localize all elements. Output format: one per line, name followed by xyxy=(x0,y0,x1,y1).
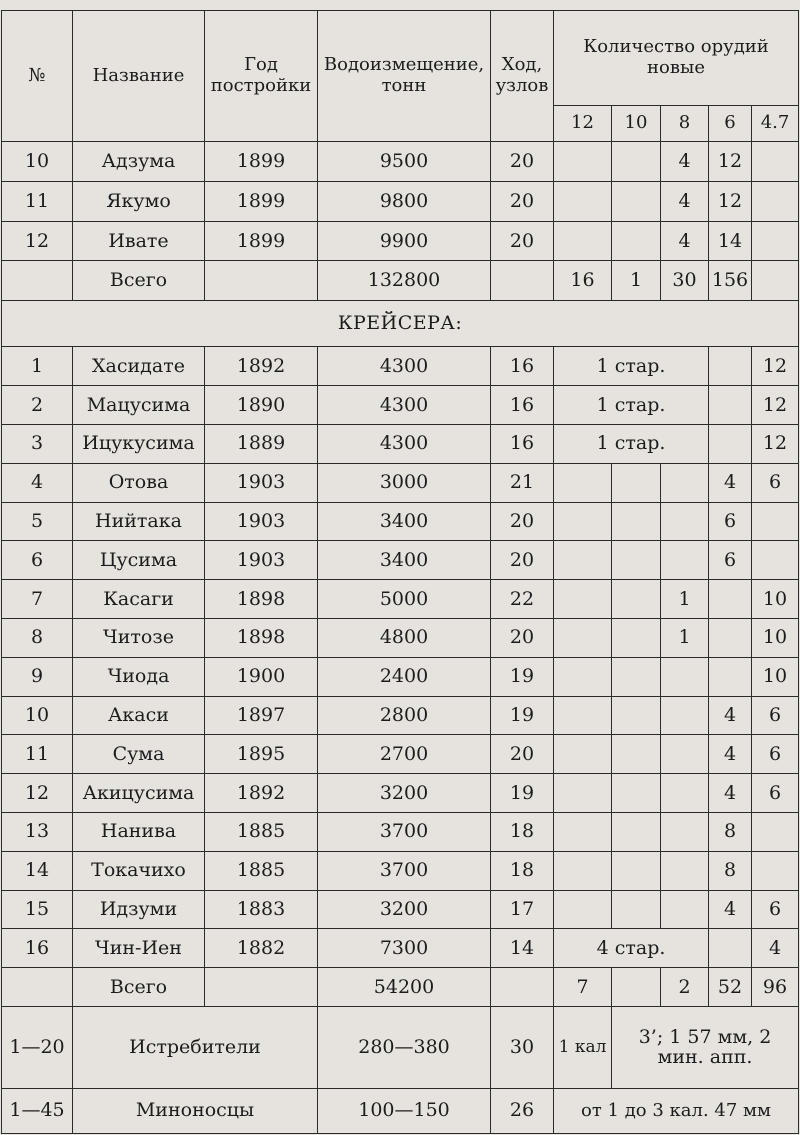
cell-speed: 21 xyxy=(491,463,554,502)
cell-speed: 26 xyxy=(491,1088,554,1133)
cell-disp: 4300 xyxy=(318,424,491,463)
table-row xyxy=(2,580,799,619)
cell-speed: 17 xyxy=(491,890,554,929)
cell-g12 xyxy=(554,851,612,890)
cell-num: 13 xyxy=(2,813,73,852)
cell-year: 1903 xyxy=(205,463,318,502)
header-year: Год постройки xyxy=(205,11,318,142)
table-row xyxy=(2,657,799,696)
cell-g8: 2 xyxy=(661,968,709,1007)
cell-year: 1899 xyxy=(205,221,318,261)
cell-num: 8 xyxy=(2,618,73,657)
cell-g12 xyxy=(554,657,612,696)
cell-year: 1897 xyxy=(205,696,318,735)
cell-g6: 6 xyxy=(709,541,752,580)
cell-disp: 100—150 xyxy=(318,1088,491,1133)
header-caliber-10: 10 xyxy=(612,106,661,142)
cell-disp: 4300 xyxy=(318,386,491,425)
cell-g12 xyxy=(554,890,612,929)
table-row xyxy=(2,463,799,502)
cell-g12 xyxy=(554,618,612,657)
header-num: № xyxy=(2,11,73,142)
cell-year xyxy=(205,261,318,301)
total-row xyxy=(2,968,799,1007)
destroyers-row xyxy=(2,1007,799,1089)
cell-g47: 12 xyxy=(752,347,799,386)
cell-num: 1—20 xyxy=(2,1007,73,1089)
cell-year: 1899 xyxy=(205,142,318,182)
cell-g12 xyxy=(554,502,612,541)
cell-g6: 12 xyxy=(709,181,752,221)
table-row xyxy=(2,851,799,890)
cell-name: Цусима xyxy=(73,541,205,580)
cell-g12 xyxy=(554,813,612,852)
cell-g6: 8 xyxy=(709,813,752,852)
cell-g8 xyxy=(661,735,709,774)
cell-speed: 16 xyxy=(491,347,554,386)
cell-g10: 1 xyxy=(612,261,661,301)
cell-g8: 4 xyxy=(661,181,709,221)
cell-disp: 2800 xyxy=(318,696,491,735)
cell-g10 xyxy=(612,774,661,813)
cell-year: 1903 xyxy=(205,541,318,580)
cell-g8 xyxy=(661,851,709,890)
cell-disp: 5000 xyxy=(318,580,491,619)
cell-g10 xyxy=(612,657,661,696)
cell-g12 xyxy=(554,580,612,619)
cell-g8: 1 xyxy=(661,580,709,619)
section-title: КРЕЙСЕРА: xyxy=(2,301,799,347)
section-row xyxy=(2,301,799,347)
cell-speed: 18 xyxy=(491,813,554,852)
cell-g10 xyxy=(612,696,661,735)
table-row xyxy=(2,890,799,929)
cell-name: Сума xyxy=(73,735,205,774)
cell-num: 7 xyxy=(2,580,73,619)
cell-year: 1890 xyxy=(205,386,318,425)
cell-name: Ицукусима xyxy=(73,424,205,463)
cell-disp: 54200 xyxy=(318,968,491,1007)
header-caliber-8: 8 xyxy=(661,106,709,142)
cell-speed: 20 xyxy=(491,142,554,182)
cell-disp: 7300 xyxy=(318,929,491,968)
cell-total-label: Всего xyxy=(73,968,205,1007)
cell-guns-note: от 1 до 3 кал. 47 мм xyxy=(554,1088,799,1133)
cell-name: Хасидате xyxy=(73,347,205,386)
cell-num: 9 xyxy=(2,657,73,696)
cell-speed: 14 xyxy=(491,929,554,968)
cell-disp: 3700 xyxy=(318,851,491,890)
header-caliber-4-7: 4.7 xyxy=(752,106,799,142)
cell-name: Идзуми xyxy=(73,890,205,929)
header-caliber-6: 6 xyxy=(709,106,752,142)
cell-total-label: Всего xyxy=(73,261,205,301)
cell-name: Якумо xyxy=(73,181,205,221)
table-row xyxy=(2,735,799,774)
cell-g47 xyxy=(752,502,799,541)
cell-num: 11 xyxy=(2,181,73,221)
cell-year: 1898 xyxy=(205,580,318,619)
cell-g10 xyxy=(612,968,661,1007)
cell-g10 xyxy=(612,851,661,890)
cell-old-guns: 1 стар. xyxy=(554,386,709,425)
cell-g6: 8 xyxy=(709,851,752,890)
table-row xyxy=(2,813,799,852)
cell-old-guns: 1 стар. xyxy=(554,347,709,386)
cell-name: Акицусима xyxy=(73,774,205,813)
fleet-table xyxy=(1,10,799,1134)
cell-disp: 2400 xyxy=(318,657,491,696)
cell-year: 1885 xyxy=(205,813,318,852)
cell-g47: 6 xyxy=(752,696,799,735)
cell-g6: 156 xyxy=(709,261,752,301)
table-row xyxy=(2,142,799,182)
cell-disp: 3400 xyxy=(318,541,491,580)
cell-name: Чин-Иен xyxy=(73,929,205,968)
cell-year: 1889 xyxy=(205,424,318,463)
cell-g6: 4 xyxy=(709,890,752,929)
cell-disp: 4800 xyxy=(318,618,491,657)
cell-g47: 10 xyxy=(752,618,799,657)
cell-disp: 3200 xyxy=(318,890,491,929)
cell-year: 1892 xyxy=(205,347,318,386)
cell-g10 xyxy=(612,813,661,852)
cell-disp: 9800 xyxy=(318,181,491,221)
cell-disp: 4300 xyxy=(318,347,491,386)
cell-g8: 4 xyxy=(661,221,709,261)
table-row xyxy=(2,424,799,463)
total-row xyxy=(2,261,799,301)
cell-g47 xyxy=(752,221,799,261)
cell-num: 1—45 xyxy=(2,1088,73,1133)
cell-g12 xyxy=(554,142,612,182)
cell-disp: 2700 xyxy=(318,735,491,774)
cell-year: 1898 xyxy=(205,618,318,657)
cell-g6: 4 xyxy=(709,696,752,735)
cell-g47: 96 xyxy=(752,968,799,1007)
cell-speed: 22 xyxy=(491,580,554,619)
cell-year: 1883 xyxy=(205,890,318,929)
cell-year: 1900 xyxy=(205,657,318,696)
cell-g10 xyxy=(612,221,661,261)
header-guns: Количество орудий новые xyxy=(554,11,799,106)
cell-name: Отова xyxy=(73,463,205,502)
table-row xyxy=(2,541,799,580)
cell-speed: 20 xyxy=(491,618,554,657)
cell-g47: 10 xyxy=(752,580,799,619)
cell-g6: 14 xyxy=(709,221,752,261)
cell-speed: 16 xyxy=(491,424,554,463)
cell-name: Акаси xyxy=(73,696,205,735)
cell-g10 xyxy=(612,580,661,619)
cell-num: 2 xyxy=(2,386,73,425)
header-displacement: Водоизмещение, тонн xyxy=(318,11,491,142)
cell-year: 1895 xyxy=(205,735,318,774)
cell-g8: 1 xyxy=(661,618,709,657)
cell-g8: 30 xyxy=(661,261,709,301)
cell-year: 1882 xyxy=(205,929,318,968)
cell-year xyxy=(205,968,318,1007)
cell-g6 xyxy=(709,386,752,425)
cell-g8 xyxy=(661,541,709,580)
cell-g47: 4 xyxy=(752,929,799,968)
table-row xyxy=(2,181,799,221)
cell-g47: 10 xyxy=(752,657,799,696)
cell-name: Касаги xyxy=(73,580,205,619)
cell-num: 11 xyxy=(2,735,73,774)
cell-guns-note: 3’; 1 57 мм, 2 мин. апп. xyxy=(612,1007,799,1089)
cell-g6: 4 xyxy=(709,463,752,502)
table-row xyxy=(2,386,799,425)
cell-g8 xyxy=(661,463,709,502)
cell-name: Токачихо xyxy=(73,851,205,890)
cell-num: 10 xyxy=(2,142,73,182)
cell-g1: 1 кал xyxy=(554,1007,612,1089)
cell-num: 10 xyxy=(2,696,73,735)
cell-disp: 280—380 xyxy=(318,1007,491,1089)
cell-num: 5 xyxy=(2,502,73,541)
cell-speed xyxy=(491,968,554,1007)
cell-g12 xyxy=(554,181,612,221)
header-speed: Ход, узлов xyxy=(491,11,554,142)
cell-g12 xyxy=(554,735,612,774)
cell-g12 xyxy=(554,696,612,735)
cell-year: 1892 xyxy=(205,774,318,813)
cell-g10 xyxy=(612,142,661,182)
cell-g10 xyxy=(612,463,661,502)
cell-speed: 20 xyxy=(491,502,554,541)
cell-g47: 6 xyxy=(752,774,799,813)
cell-year: 1885 xyxy=(205,851,318,890)
cell-g6: 52 xyxy=(709,968,752,1007)
cell-g10 xyxy=(612,890,661,929)
cell-g10 xyxy=(612,181,661,221)
cell-speed: 20 xyxy=(491,221,554,261)
cell-g47 xyxy=(752,181,799,221)
table-row xyxy=(2,929,799,968)
cell-g6 xyxy=(709,929,752,968)
cell-g47: 12 xyxy=(752,386,799,425)
cell-num: 14 xyxy=(2,851,73,890)
header-name: Название xyxy=(73,11,205,142)
cell-name: Адзума xyxy=(73,142,205,182)
cell-g47: 6 xyxy=(752,735,799,774)
table-row xyxy=(2,221,799,261)
cell-disp: 132800 xyxy=(318,261,491,301)
cell-g8 xyxy=(661,657,709,696)
cell-g47: 6 xyxy=(752,463,799,502)
cell-num: 12 xyxy=(2,774,73,813)
cell-old-guns: 4 стар. xyxy=(554,929,709,968)
cell-g6: 6 xyxy=(709,502,752,541)
cell-g8: 4 xyxy=(661,142,709,182)
cell-g12 xyxy=(554,774,612,813)
cell-disp: 3000 xyxy=(318,463,491,502)
cell-name: Нийтака xyxy=(73,502,205,541)
cell-g47 xyxy=(752,261,799,301)
cell-g8 xyxy=(661,890,709,929)
cell-g6: 4 xyxy=(709,774,752,813)
cell-speed: 19 xyxy=(491,657,554,696)
cell-name: Истребители xyxy=(73,1007,318,1089)
cell-g10 xyxy=(612,502,661,541)
cell-disp: 9900 xyxy=(318,221,491,261)
cell-speed: 20 xyxy=(491,541,554,580)
cell-g10 xyxy=(612,541,661,580)
cell-g47 xyxy=(752,813,799,852)
table-row xyxy=(2,502,799,541)
cell-speed: 19 xyxy=(491,696,554,735)
cell-name: Читозе xyxy=(73,618,205,657)
cell-old-guns: 1 стар. xyxy=(554,424,709,463)
cell-name: Чиода xyxy=(73,657,205,696)
cell-num xyxy=(2,968,73,1007)
cell-g10 xyxy=(612,618,661,657)
cell-speed: 16 xyxy=(491,386,554,425)
cell-g12: 16 xyxy=(554,261,612,301)
table-row xyxy=(2,696,799,735)
cell-g6 xyxy=(709,618,752,657)
header-caliber-12: 12 xyxy=(554,106,612,142)
cell-g47: 6 xyxy=(752,890,799,929)
cell-g6 xyxy=(709,580,752,619)
cell-g8 xyxy=(661,696,709,735)
cell-g47 xyxy=(752,541,799,580)
cell-g8 xyxy=(661,774,709,813)
cell-g8 xyxy=(661,502,709,541)
cell-disp: 3400 xyxy=(318,502,491,541)
cell-speed xyxy=(491,261,554,301)
cell-g12: 7 xyxy=(554,968,612,1007)
cell-g12 xyxy=(554,541,612,580)
cell-num: 4 xyxy=(2,463,73,502)
cell-name: Нанива xyxy=(73,813,205,852)
cell-speed: 19 xyxy=(491,774,554,813)
cell-g6 xyxy=(709,657,752,696)
cell-num: 16 xyxy=(2,929,73,968)
cell-num: 6 xyxy=(2,541,73,580)
cell-year: 1903 xyxy=(205,502,318,541)
cell-g6: 4 xyxy=(709,735,752,774)
cell-name: Миноносцы xyxy=(73,1088,318,1133)
cell-disp: 3200 xyxy=(318,774,491,813)
cell-g47 xyxy=(752,851,799,890)
cell-speed: 30 xyxy=(491,1007,554,1089)
cell-name: Мацусима xyxy=(73,386,205,425)
cell-g12 xyxy=(554,221,612,261)
cell-num: 1 xyxy=(2,347,73,386)
table-row xyxy=(2,774,799,813)
cell-g6 xyxy=(709,347,752,386)
cell-num: 12 xyxy=(2,221,73,261)
cell-speed: 18 xyxy=(491,851,554,890)
cell-g6: 12 xyxy=(709,142,752,182)
table-row xyxy=(2,618,799,657)
cell-year: 1899 xyxy=(205,181,318,221)
cell-g12 xyxy=(554,463,612,502)
cell-name: Ивате xyxy=(73,221,205,261)
cell-disp: 9500 xyxy=(318,142,491,182)
cell-g47: 12 xyxy=(752,424,799,463)
table-row xyxy=(2,347,799,386)
cell-g8 xyxy=(661,813,709,852)
cell-speed: 20 xyxy=(491,181,554,221)
cell-num: 15 xyxy=(2,890,73,929)
cell-speed: 20 xyxy=(491,735,554,774)
cell-num xyxy=(2,261,73,301)
cell-num: 3 xyxy=(2,424,73,463)
cell-g47 xyxy=(752,142,799,182)
cell-disp: 3700 xyxy=(318,813,491,852)
torpedo-boats-row xyxy=(2,1088,799,1133)
cell-g6 xyxy=(709,424,752,463)
cell-g10 xyxy=(612,735,661,774)
